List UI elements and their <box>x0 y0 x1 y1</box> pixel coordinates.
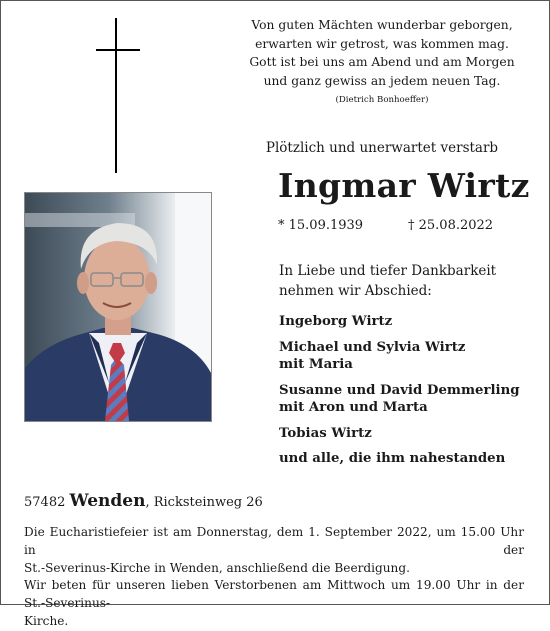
postal-code: 57482 <box>24 495 66 510</box>
poem-attribution: (Dietrich Bonhoeffer) <box>335 95 429 105</box>
mourner-name: Susanne und David Demmerling <box>279 382 520 398</box>
service-line: Die Eucharistiefeier ist am Donnerstag, dem 1. September 2022, um 15.00 Uhr in der <box>24 525 524 557</box>
street: , Ricksteinweg 26 <box>145 495 263 510</box>
death-announcement: Plötzlich und unerwartet verstarb <box>265 140 499 156</box>
birth-date: * 15.09.1939 <box>278 218 364 233</box>
mourner-name: Tobias Wirtz <box>279 425 372 441</box>
mourner-entry <box>279 382 529 417</box>
mourner-name: mit Aron und Marta <box>279 400 428 415</box>
farewell-line: In Liebe und tiefer Dankbarkeit <box>279 263 497 279</box>
poem-line: Gott ist bei uns am Abend und am Morgen <box>249 55 515 69</box>
death-date: † 25.08.2022 <box>408 218 494 233</box>
service-line: Kirche. <box>24 613 69 628</box>
mourner-name: mit Maria <box>279 357 353 372</box>
poem-line: erwarten wir getrost, was kommen mag. <box>255 36 509 51</box>
mourner-entry <box>279 425 529 443</box>
cross-horizontal-beam <box>96 49 140 51</box>
address <box>24 491 263 511</box>
mourners-list <box>279 313 529 476</box>
mourner-name: Ingeborg Wirtz <box>279 314 393 329</box>
cross-vertical-beam <box>115 18 117 173</box>
poem <box>238 16 526 90</box>
mourner-entry <box>279 339 529 374</box>
mourner-name: und alle, die ihm nahestanden <box>279 451 506 466</box>
poem-line: Von guten Mächten wunderbar geborgen, <box>251 18 513 32</box>
city: Wenden <box>69 491 146 511</box>
mourner-entry <box>279 450 529 468</box>
service-details <box>24 524 524 631</box>
poem-line: und ganz gewiss an jedem neuen Tag. <box>263 73 501 88</box>
service-line: Wir beten für unseren lieben Verstorbenen am Mittwoch um 19.00 Uhr in der St.-Severinus- <box>24 578 524 611</box>
mourner-name: Michael und Sylvia Wirtz <box>279 339 466 355</box>
farewell-line: nehmen wir Abschied: <box>279 283 432 299</box>
service-line: St.-Severinus-Kirche in Wenden, anschließend die Beerdigung. <box>24 560 410 575</box>
cross-icon <box>96 18 140 173</box>
portrait-photo <box>24 192 212 422</box>
farewell-text <box>279 261 529 301</box>
deceased-name: Ingmar Wirtz <box>278 166 530 205</box>
mourner-entry <box>279 313 529 331</box>
